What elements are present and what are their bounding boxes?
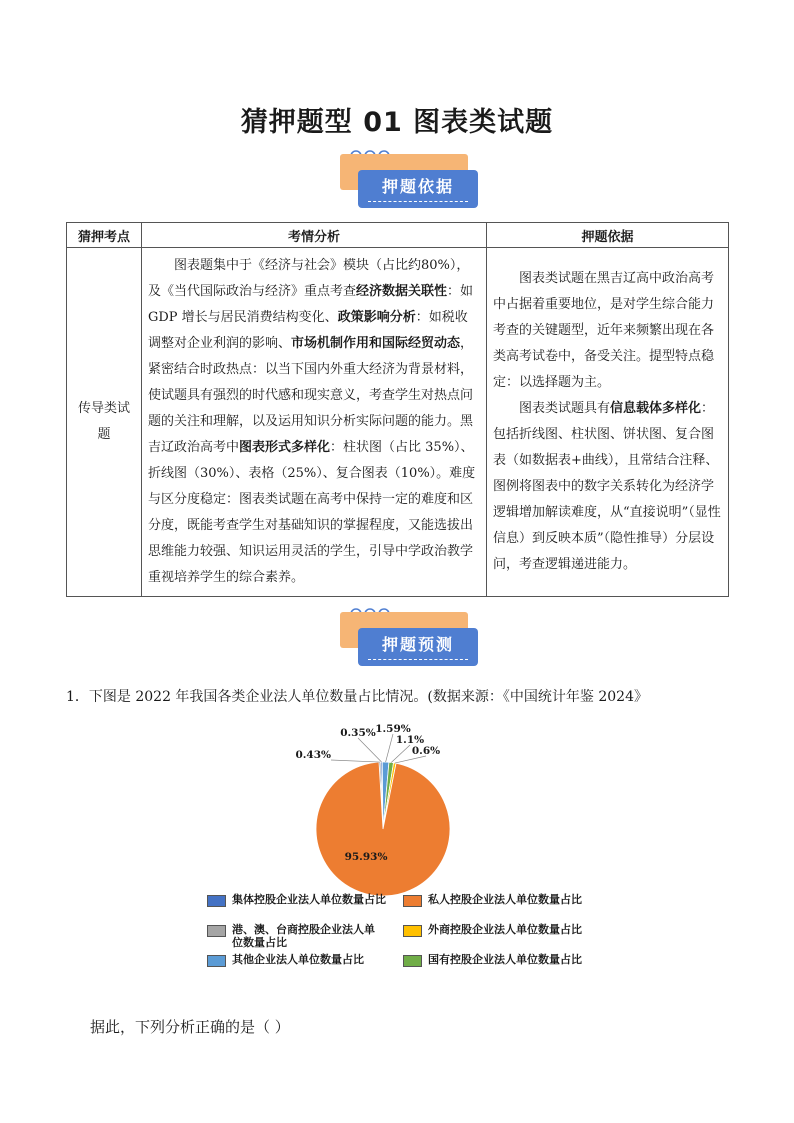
legend-item xyxy=(403,893,603,907)
legend-swatch xyxy=(207,955,226,967)
legend-label: 其他企业法人单位数量占比 xyxy=(232,953,364,966)
legend-label: 港、澳、台商控股企业法人单位数量占比 xyxy=(232,923,375,949)
leader-line xyxy=(395,756,426,763)
data-label: 95.93% xyxy=(344,851,388,863)
topic-text: 传导类试题 xyxy=(77,401,130,442)
data-label: 0.6% xyxy=(411,745,441,757)
legend-item xyxy=(403,953,603,967)
data-label: 1.1% xyxy=(395,734,425,746)
leader-line xyxy=(386,734,393,762)
legend-item xyxy=(403,923,603,937)
header-analysis: 考情分析 xyxy=(142,223,487,248)
question-text: 1．下图是 2022 年我国各类企业法人单位数量占比情况。(数据来源：《中国统计年鉴 2024》 xyxy=(66,689,648,705)
leader-line xyxy=(391,745,410,763)
badge-basis-text: 押题依据 xyxy=(381,177,454,196)
analysis-text-2: ：如 GDP 增长与居民消费结构变化、 xyxy=(148,284,474,325)
legend-swatch xyxy=(403,925,422,937)
basis-bold-1: 信息载体多样化 xyxy=(610,401,702,416)
analysis-text-3: ：如税收调整对企业利润的影响、 xyxy=(148,310,468,351)
badge-label xyxy=(358,170,478,208)
legend-item xyxy=(207,893,387,907)
analysis-text-5: ：柱状图（占比 35%）、折线图（30%）、表格（25%）、复合图表（10%）。难度与区分度稳定：图表类试题在高考中保持一定的难度和区分度，既能考查学生对基础知识的掌握程度，又能选拔出思维能力较强、知识运用灵活的学生，引导中学政治教学重视培养学生的综合素养。 xyxy=(148,440,476,585)
leader-line xyxy=(358,738,382,762)
header-basis: 押题依据 xyxy=(487,223,729,248)
legend-label: 国有控股企业法人单位数量占比 xyxy=(428,953,582,966)
table-header-row xyxy=(67,223,729,248)
basis-text-2a: 图表类试题具有 xyxy=(519,401,611,416)
legend-label: 集体控股企业法人单位数量占比 xyxy=(232,893,386,906)
question-prompt: 据此，下列分析正确的是（ ） xyxy=(90,1018,290,1036)
legend-label: 外商控股企业法人单位数量占比 xyxy=(428,923,582,936)
basis-text-1: 图表类试题在黑吉辽高中政治高考中占据着重要地位，是对学生综合能力考查的关键题型，近年来频繁出现在各类高考试卷中，备受关注。提型特点稳定：以选择题为主。 xyxy=(493,271,715,390)
analysis-bold-2: 政策影响分析 xyxy=(337,310,416,325)
legend-swatch xyxy=(207,895,226,907)
analysis-text-4: ，紧密结合时政热点：以当下国内外重大经济为背景材料，使试题具有强烈的时代感和现实意义，考查学生对热点问题的关注和理解，以及运用知识分析实际问题的能力。黑吉辽政治高考中 xyxy=(148,336,474,455)
legend-swatch xyxy=(403,895,422,907)
section-badge-forecast xyxy=(338,606,480,672)
analysis-bold-4: 图表形式多样化 xyxy=(239,440,331,455)
legend-swatch xyxy=(403,955,422,967)
header-topic: 猜押考点 xyxy=(67,223,142,248)
legend-label: 私人控股企业法人单位数量占比 xyxy=(428,893,582,906)
data-label: 0.35% xyxy=(340,727,376,739)
analysis-cell xyxy=(142,248,487,597)
analysis-bold-1: 经济数据关联性 xyxy=(356,284,448,299)
leader-line xyxy=(331,760,380,762)
legend-item xyxy=(207,953,387,967)
topic-cell xyxy=(67,248,142,597)
analysis-text-1: 图表题集中于《经济与社会》模块（占比约80%），及《当代国际政治与经济》重点考查 xyxy=(148,258,470,299)
data-label: 0.43% xyxy=(295,749,331,761)
basis-cell xyxy=(487,248,729,597)
section-badge-basis xyxy=(338,148,480,214)
legend-item xyxy=(207,923,387,949)
page-title: 猜押题型 01 图表类试题 xyxy=(240,107,554,138)
table-row xyxy=(67,248,729,597)
badge-forecast-text: 押题预测 xyxy=(381,635,454,654)
basis-text-2b: ：包括折线图、柱状图、饼状图、复合图表（如数据表+曲线），且常结合注释、图例将图表中的数字关系转化为经济学逻辑增加解读难度，从“直接说明”（显性信息）到反映本质”（隐性推导）分层设问，考查逻辑递进能力。 xyxy=(493,401,721,572)
legend-swatch xyxy=(207,925,226,937)
analysis-bold-3: 市场机制作用和国际经贸动态 xyxy=(291,336,461,351)
data-label: 1.59% xyxy=(375,723,411,735)
badge-label xyxy=(358,628,478,666)
exam-analysis-table xyxy=(66,222,729,597)
